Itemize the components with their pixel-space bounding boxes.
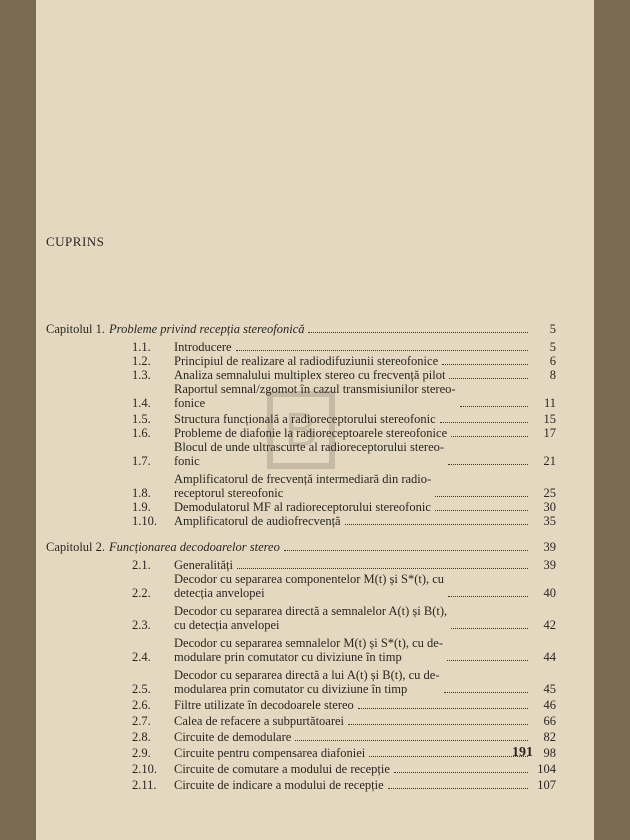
toc-entry-label: Raportul semnal/zgomot în cazul transmisiunilor stereo- fonice — [174, 382, 456, 410]
leader-dots — [388, 788, 528, 789]
toc-entry-number: 1.2. — [132, 354, 151, 368]
toc-entry-label: Structura funcțională a radioreceptorului stereofonic — [174, 412, 436, 426]
leader-dots — [358, 708, 528, 709]
toc-section-row — [46, 698, 556, 712]
leader-dots — [308, 332, 528, 333]
toc-page-number: 17 — [543, 426, 556, 440]
toc-page-number: 46 — [543, 698, 556, 712]
toc-page-number: 39 — [543, 558, 556, 572]
leader-dots — [448, 464, 528, 465]
toc-entry-number: 1.10. — [132, 514, 157, 528]
toc-section-row — [46, 340, 556, 354]
toc-entry-number: 1.9. — [132, 500, 151, 514]
toc-page-number: 25 — [543, 486, 556, 500]
toc-entry-label: Amplificatorul de audiofrecvență — [174, 514, 341, 528]
toc-section-row — [46, 778, 556, 792]
toc-entry-title — [174, 572, 532, 600]
toc-entry-number: 2.1. — [132, 558, 151, 572]
toc-entry-title — [174, 412, 532, 426]
toc-entry-title — [174, 368, 532, 382]
toc-page-number: 44 — [543, 650, 556, 664]
toc-entry-title — [174, 382, 532, 410]
leader-dots — [295, 740, 528, 741]
toc-page-number: 82 — [543, 730, 556, 744]
leader-dots — [451, 436, 528, 437]
toc-entry-number: 1.4. — [132, 396, 151, 410]
toc-page-number: 39 — [543, 540, 556, 554]
toc-entry-title — [174, 730, 532, 744]
page-heading: CUPRINS — [46, 234, 105, 249]
toc-entry-label: Decodor cu separarea semnalelor M(t) și S*(t), cu de- modulare prin comutator cu diviziune în timp — [174, 636, 443, 664]
toc-entry-title — [174, 500, 532, 514]
leader-dots — [440, 422, 528, 423]
toc-entry-number: 1.3. — [132, 368, 151, 382]
toc-entry-number: Capitolul 2. — [46, 540, 106, 554]
toc-page-number: 35 — [543, 514, 556, 528]
leader-dots — [448, 596, 528, 597]
toc-entry-title — [174, 472, 532, 500]
toc-entry-label: Blocul de unde ultrascurte al radioreceptorului stereo- fonic — [174, 440, 445, 468]
toc-page-number: 6 — [549, 354, 556, 368]
toc-section-row — [46, 472, 556, 500]
toc-entry-number: 2.9. — [132, 746, 151, 760]
leader-dots — [442, 364, 528, 365]
toc-entry-title — [174, 426, 532, 440]
toc-section-row — [46, 604, 556, 632]
toc-entry-number: 1.8. — [132, 486, 151, 500]
toc-entry-label: Probleme privind recepția stereofonică — [109, 322, 305, 336]
toc-entry-number: 1.7. — [132, 454, 151, 468]
toc-page-number: 5 — [549, 322, 556, 336]
leader-dots — [435, 510, 528, 511]
leader-dots — [345, 524, 528, 525]
toc-section-row — [46, 668, 556, 696]
leader-dots — [369, 756, 528, 757]
toc-entry-label: Circuite pentru compensarea diafoniei — [174, 746, 366, 760]
toc-section-row — [46, 514, 556, 528]
toc-page-number: 40 — [543, 586, 556, 600]
toc-page-number: 30 — [543, 500, 556, 514]
toc-entry-title — [109, 540, 532, 554]
toc-page-number: 42 — [543, 618, 556, 632]
toc-entry-title — [174, 558, 532, 572]
leader-dots — [237, 568, 528, 569]
toc-entry-title — [174, 762, 532, 776]
toc-entry-number: 2.7. — [132, 714, 151, 728]
leader-dots — [460, 406, 528, 407]
toc-entry-number: 1.6. — [132, 426, 151, 440]
toc-entry-number: 2.2. — [132, 586, 151, 600]
toc-section-row — [46, 714, 556, 728]
toc-entry-label: Introducere — [174, 340, 232, 354]
toc-section-row — [46, 354, 556, 368]
toc-page-number: 45 — [543, 682, 556, 696]
toc-entry-title — [174, 636, 532, 664]
toc-page-number: 107 — [537, 778, 556, 792]
leader-dots — [449, 378, 528, 379]
toc-page-number: 98 — [543, 746, 556, 760]
toc-entry-number: 2.10. — [132, 762, 157, 776]
toc-entry-number: 2.5. — [132, 682, 151, 696]
toc-entry-title — [174, 354, 532, 368]
toc-entry-title — [174, 440, 532, 468]
leader-dots — [447, 660, 528, 661]
toc-entry-title — [174, 698, 532, 712]
watermark-logo — [266, 390, 336, 470]
toc-section-row — [46, 572, 556, 600]
toc-entry-label: Calea de refacere a subpurtătoarei — [174, 714, 345, 728]
toc-entry-title — [174, 714, 532, 728]
toc-entry-label: Circuite de demodulare — [174, 730, 292, 744]
leader-dots — [348, 724, 528, 725]
leader-dots — [435, 496, 528, 497]
toc-entry-label: Decodor cu separarea directă a semnalelor A(t) și B(t), cu detecția anvelopei — [174, 604, 448, 632]
toc-entry-label: Decodor cu separarea componentelor M(t) și S*(t), cu detecția anvelopei — [174, 572, 445, 600]
toc-page-number: 8 — [549, 368, 556, 382]
toc-page-number: 21 — [543, 454, 556, 468]
toc-entry-title — [174, 778, 532, 792]
toc-entry-label: Demodulatorul MF al radioreceptorului stereofonic — [174, 500, 431, 514]
toc-entry-number: 2.8. — [132, 730, 151, 744]
toc-entry-label: Amplificatorul de frecvență intermediară din radio- receptorul stereofonic — [174, 472, 432, 500]
toc-entry-title — [174, 668, 532, 696]
toc-section-row — [46, 730, 556, 744]
toc-section-row — [46, 636, 556, 664]
toc-entry-label: Principiul de realizare al radiodifuziunii stereofonice — [174, 354, 439, 368]
toc-entry-number: 1.1. — [132, 340, 151, 354]
toc-entry-number: 2.11. — [132, 778, 157, 792]
toc-entry-number: Capitolul 1. — [46, 322, 106, 336]
leader-dots — [236, 350, 528, 351]
toc-chapter-row — [46, 540, 556, 554]
svg-text:B: B — [284, 404, 318, 457]
leader-dots — [394, 772, 528, 773]
toc-entry-title — [109, 322, 532, 336]
toc-entry-title — [174, 746, 532, 760]
toc-entry-number: 2.6. — [132, 698, 151, 712]
toc-entry-label: Filtre utilizate în decodoarele stereo — [174, 698, 354, 712]
toc-entry-label: Analiza semnalului multiplex stereo cu frecvență pilot — [174, 368, 446, 382]
leader-dots — [451, 628, 528, 629]
toc-section-row — [46, 746, 556, 760]
toc-entry-label: Generalități — [174, 558, 233, 572]
toc-entry-title — [174, 514, 532, 528]
toc-entry-title — [174, 340, 532, 354]
toc-entry-label: Circuite de comutare a modului de recepție — [174, 762, 390, 776]
toc-section-row — [46, 500, 556, 514]
toc-page-number: 66 — [543, 714, 556, 728]
toc-entry-number: 2.3. — [132, 618, 151, 632]
toc-entry-number: 1.5. — [132, 412, 151, 426]
toc-entry-label: Circuite de indicare a modului de recepție — [174, 778, 384, 792]
toc-entry-number: 2.4. — [132, 650, 151, 664]
toc-page-number: 104 — [537, 762, 556, 776]
leader-dots — [444, 692, 528, 693]
toc-section-row — [46, 558, 556, 572]
toc-page-number: 11 — [543, 396, 556, 410]
toc-entry-title — [174, 604, 532, 632]
toc-entry-label: Decodor cu separarea directă a lui A(t) și B(t), cu de- modularea prin comutator cu diviziune în timp — [174, 668, 440, 696]
toc-entry-label: Probleme de diafonie la radioreceptoarele stereofonice — [174, 426, 448, 440]
toc-section-row — [46, 368, 556, 382]
toc-page-number: 5 — [549, 340, 556, 354]
toc-chapter-row — [46, 322, 556, 336]
page-number: 191 — [512, 745, 533, 760]
book-page — [36, 0, 594, 840]
leader-dots — [284, 550, 528, 551]
toc-entry-label: Funcționarea decodoarelor stereo — [109, 540, 280, 554]
toc-page-number: 15 — [543, 412, 556, 426]
toc-section-row — [46, 762, 556, 776]
